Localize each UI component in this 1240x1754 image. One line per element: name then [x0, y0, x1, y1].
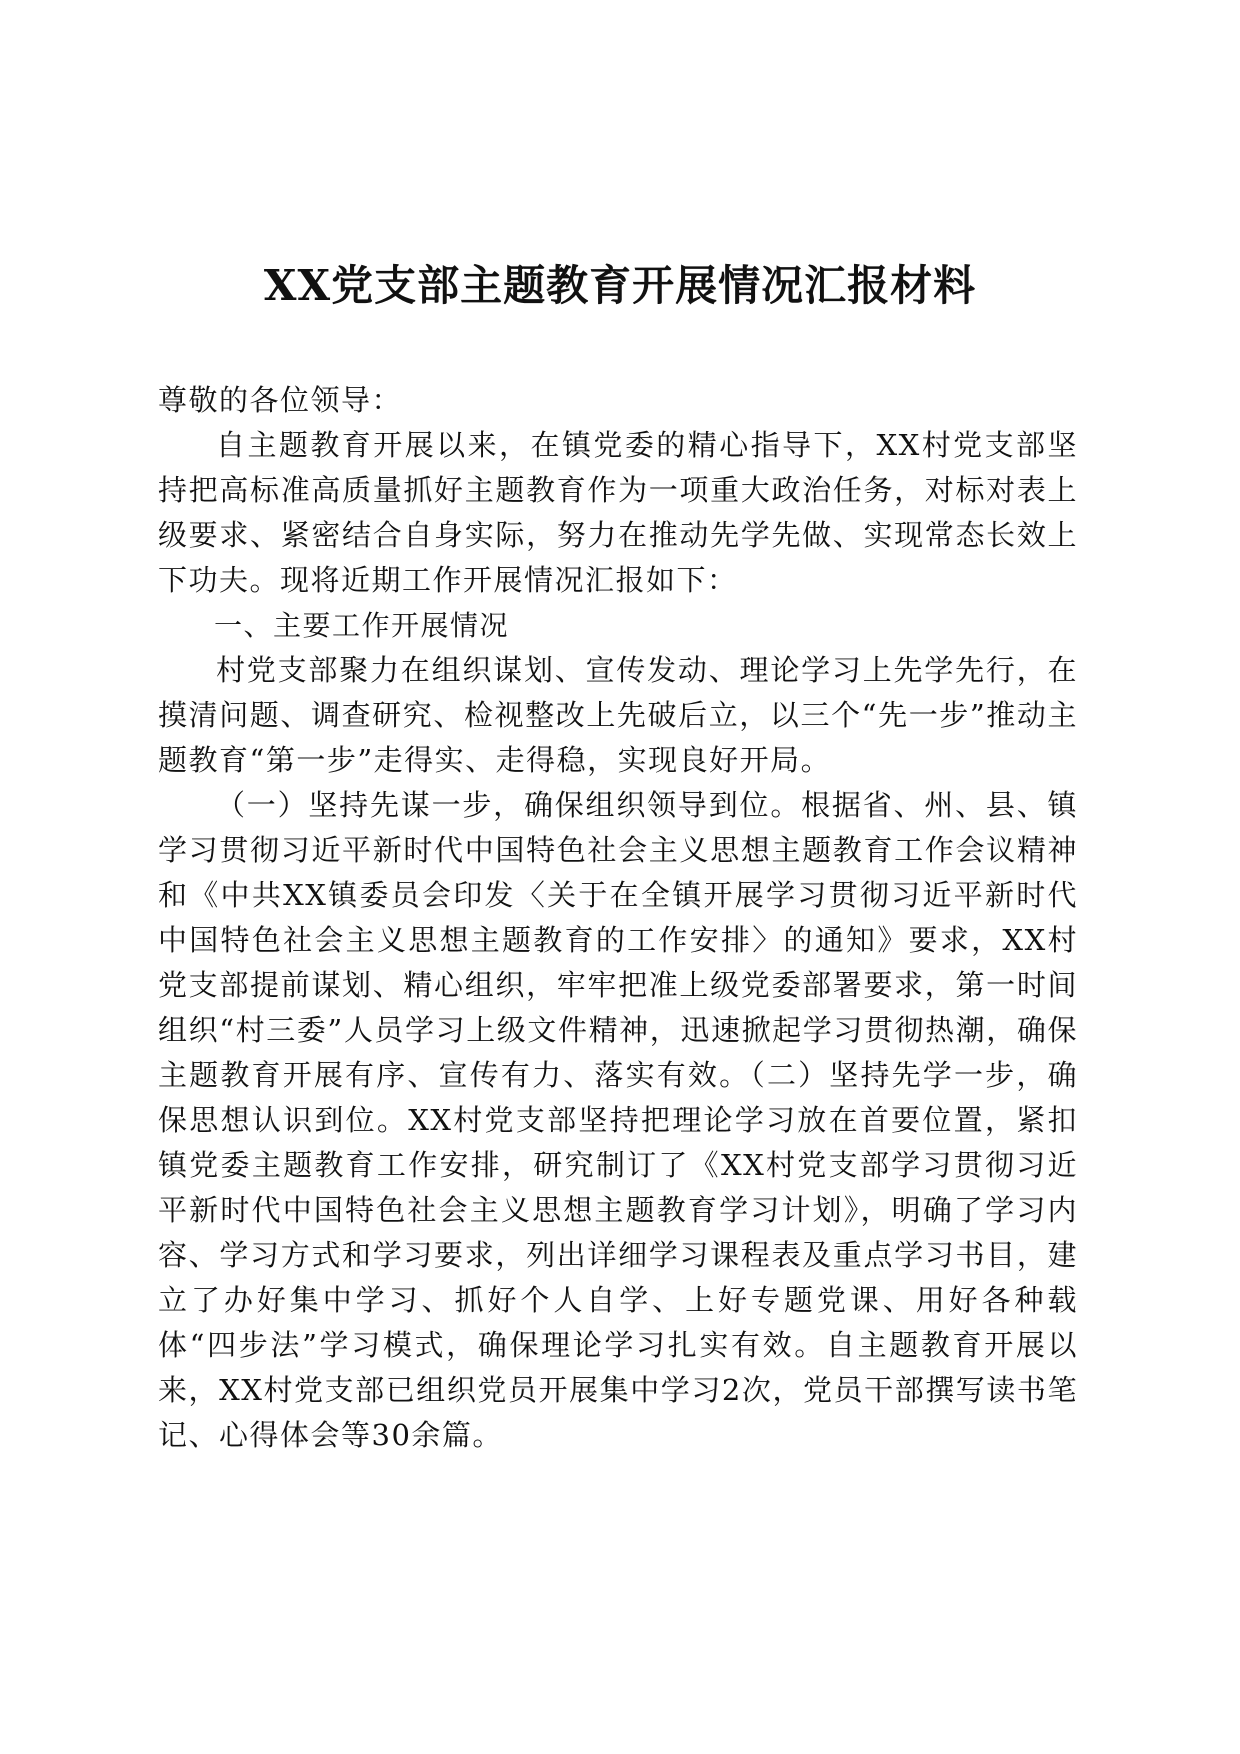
section-intro-paragraph: 村党支部聚力在组织谋划、宣传发动、理论学习上先学先行，在摸清问题、调查研究、检视整改上先破后立，以三个“先一步”推动主题教育“第一步”走得实、走得稳，实现良好开局。: [158, 653, 1078, 777]
greeting-line: 尊敬的各位领导：: [158, 383, 403, 417]
intro-paragraph: 自主题教育开展以来，在镇党委的精心指导下，XX村党支部坚持把高标准高质量抓好主题教育作为一项重大政治任务，对标对表上级要求、紧密结合自身实际，努力在推动先学先做、实现常态长效上下功夫。现将近期工作开展情况汇报如下：: [158, 428, 1078, 597]
section-body-paragraph: （一）坚持先谋一步，确保组织领导到位。根据省、州、县、镇学习贯彻习近平新时代中国特色社会主义思想主题教育工作会议精神和《中共XX镇委员会印发〈关于在全镇开展学习贯彻习近平新时代中国特色社会主义思想主题教育的工作安排〉的通知》要求，XX村党支部提前谋划、精心组织，牢牢把准上级党委部署要求，第一时间组织“村三委”人员学习上级文件精神，迅速掀起学习贯彻热潮，确保主题教育开展有序、宣传有力、落实有效。（二）坚持先学一步，确保思想认识到位。XX村党支部坚持把理论学习放在首要位置，紧扣镇党委主题教育工作安排，研究制订了《XX村党支部学习贯彻习近平新时代中国特色社会主义思想主题教育学习计划》，明确了学习内容、学习方式和学习要求，列出详细学习课程表及重点学习书目，建立了办好集中学习、抓好个人自学、上好专题党课、用好各种载体“四步法”学习模式，确保理论学习扎实有效。自主题教育开展以来，XX村党支部已组织党员开展集中学习2次，党员干部撰写读书笔记、心得体会等30余篇。: [158, 788, 1078, 1452]
section-heading: 一、主要工作开展情况: [214, 609, 510, 642]
document-title: XX党支部主题教育开展情况汇报材料: [263, 261, 977, 310]
document-body: [158, 378, 1078, 1458]
